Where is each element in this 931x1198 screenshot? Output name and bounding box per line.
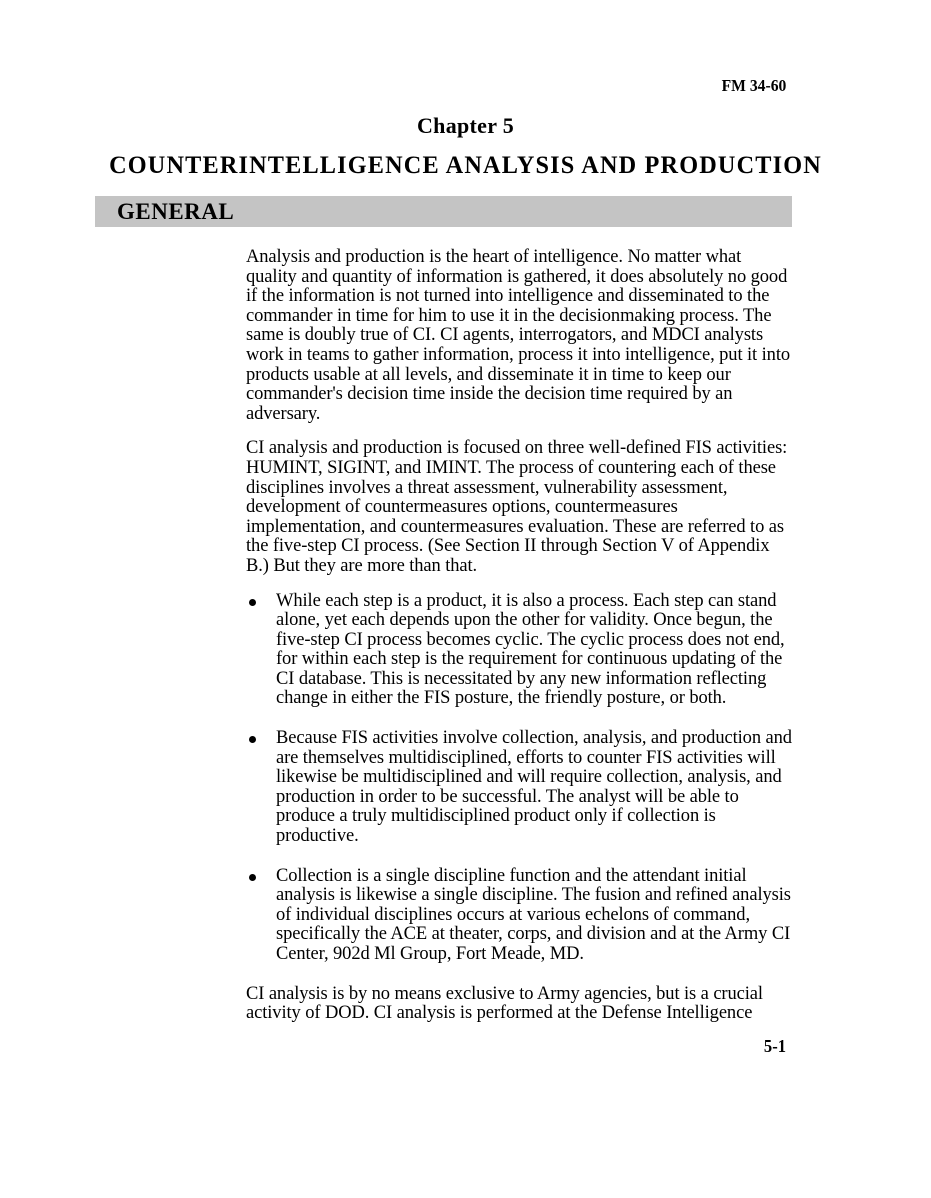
section-heading-label: GENERAL — [117, 199, 235, 224]
bullet-dot-icon — [249, 736, 256, 743]
paragraph: CI analysis is by no means exclusive to Army agencies, but is a crucial activity of DOD. CI analysis is performed at the Defense Intelligence — [246, 983, 763, 1024]
list-item — [246, 729, 793, 847]
bullet-dot-icon — [249, 599, 256, 606]
list-item — [246, 867, 793, 965]
manual-identifier: FM 34-60 — [721, 76, 786, 95]
body-text-column — [246, 248, 793, 1024]
chapter-label: Chapter 5 — [416, 113, 515, 138]
page-number: 5-1 — [763, 1036, 786, 1056]
bullet-list — [246, 592, 793, 965]
paragraph: Analysis and production is the heart of intelligence. No matter what quality and quantity of information is gathered, it does absolutely no good if the information is not turned into intelligence and disseminated to the commander in time for him to use it in the decisionmaking process. The same is doubly true of CI. CI agents, interrogators, and MDCI analysts work in teams to gather information, process it into intelligence, put it into products usable at all levels, and disseminate it in time to keep our commander's decision time inside the decision time required by an adversary. — [246, 247, 791, 424]
list-item-text: While each step is a product, it is also a process. Each step can stand alone, yet each depends upon the other for validity. Once begun, the five-step CI process becomes cyclic. The cyclic process does not end, for within each step is the requirement for continuous updating of the CI database. This is necessitated by any new information reflecting change in either the FIS posture, the friendly posture, or both. — [276, 590, 785, 709]
bullet-dot-icon — [249, 874, 256, 881]
list-item-text: Because FIS activities involve collection, analysis, and production and are themselves multidisciplined, efforts to counter FIS activities will likewise be multidisciplined and will require collection, analysis, and production in order to be successful. The analyst will be able to produce a truly multidisciplined product only if collection is productive. — [276, 728, 792, 847]
paragraph: CI analysis and production is focused on three well-defined FIS activities: HUMINT, SIGINT, and IMINT. The process of countering each of these disciplines involves a threat assessment, vulnerability assessment, development of countermeasures options, countermeasures implementation, and countermeasures evaluation. These are referred to as the five-step CI process. (See Section II through Section V of Appendix B.) But they are more than that. — [246, 438, 788, 576]
list-item-text: Collection is a single discipline function and the attendant initial analysis is likewise a single discipline. The fusion and refined analysis of individual disciplines occurs at various echelons of command, specifically the ACE at theater, corps, and division and at the Army CI Center, 902d Ml Group, Fort Meade, MD. — [276, 865, 791, 964]
page-title: COUNTERINTELLIGENCE ANALYSIS AND PRODUCTION — [109, 152, 822, 179]
list-item — [246, 592, 793, 710]
